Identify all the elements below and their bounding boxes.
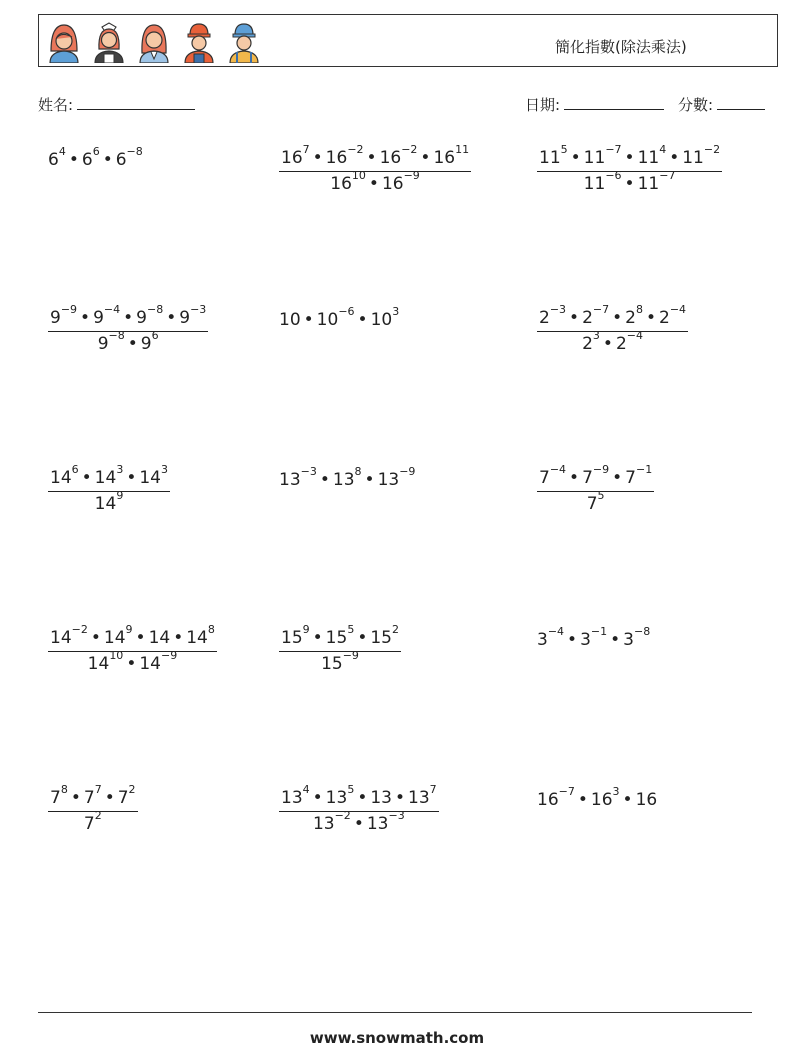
multiply-dot: • — [126, 654, 137, 674]
term-exponent: 5 — [347, 783, 355, 797]
term-base: 13 — [281, 788, 303, 808]
term-exponent: −9 — [342, 649, 359, 663]
term-exponent: −9 — [592, 463, 610, 477]
fraction — [279, 783, 439, 834]
term-exponent: −3 — [388, 809, 405, 823]
worksheet-title: 簡化指數(除法乘法) — [555, 38, 687, 56]
construction-worker-avatar-icon — [182, 21, 216, 63]
term-exponent: 9 — [125, 623, 133, 637]
fraction — [48, 623, 217, 674]
multiply-dot: • — [394, 788, 406, 808]
term-exponent: −2 — [71, 623, 88, 637]
denominator — [48, 491, 170, 513]
name-label: 姓名: — [38, 96, 74, 114]
date-blank[interactable] — [564, 95, 664, 110]
multiply-dot: • — [173, 628, 184, 648]
term-exponent: 6 — [151, 329, 159, 343]
term-base: 14 — [139, 468, 161, 488]
exponent-problem — [537, 785, 658, 810]
multiply-dot: • — [669, 148, 680, 168]
term-base: 2 — [615, 334, 627, 354]
term-exponent: −4 — [549, 463, 567, 477]
term-exponent: 7 — [302, 143, 310, 157]
name-field — [38, 94, 195, 115]
term-exponent: 9 — [302, 623, 310, 637]
term-exponent: −2 — [347, 143, 364, 157]
exponent-problem — [537, 625, 651, 650]
term-base: 16 — [281, 148, 303, 168]
term-exponent: −2 — [401, 143, 418, 157]
woman-avatar-icon — [47, 21, 81, 63]
fraction — [48, 303, 208, 354]
worksheet-header — [38, 14, 778, 67]
exponent-problem — [48, 463, 170, 514]
term-base: 16 — [590, 790, 613, 810]
term-exponent: −8 — [108, 329, 125, 343]
businesswoman-avatar-icon — [137, 21, 171, 63]
fraction — [48, 463, 170, 514]
term-exponent: 8 — [635, 303, 643, 317]
term-exponent: −4 — [103, 303, 121, 317]
term-exponent: 3 — [116, 463, 124, 477]
term-exponent: 5 — [347, 623, 355, 637]
term-exponent: −7 — [605, 143, 622, 157]
multiply-dot: • — [319, 470, 330, 490]
multiply-dot: • — [127, 334, 138, 354]
term-exponent: −9 — [160, 649, 178, 663]
multiply-dot: • — [312, 148, 323, 168]
term-exponent: 11 — [455, 143, 470, 157]
term-base: 9 — [179, 308, 191, 328]
term-exponent: 5 — [560, 143, 568, 157]
term-base: 14 — [50, 628, 72, 648]
fraction — [537, 463, 654, 514]
term-base: 13 — [377, 470, 400, 490]
term-exponent: −7 — [592, 303, 610, 317]
exponent-problem — [48, 145, 143, 170]
term-base: 7 — [50, 788, 61, 808]
exponent-problem — [48, 303, 208, 354]
term-exponent: −9 — [399, 465, 416, 479]
term-exponent: 4 — [58, 145, 66, 159]
term-exponent: −1 — [635, 463, 653, 477]
term-base: 14 — [87, 654, 110, 674]
multiply-dot: • — [353, 814, 364, 834]
term-base: 13 — [332, 470, 355, 490]
multiply-dot: • — [570, 148, 581, 168]
multiply-dot: • — [70, 788, 81, 808]
term-exponent: 2 — [94, 809, 102, 823]
term-base: 7 — [117, 788, 129, 808]
term-base: 13 — [366, 814, 389, 834]
term-exponent: −4 — [626, 329, 643, 343]
numerator — [48, 783, 138, 811]
term-exponent: −3 — [549, 303, 567, 317]
denominator — [279, 651, 401, 673]
fraction — [537, 303, 688, 354]
numerator — [279, 623, 401, 651]
term-exponent: −4 — [547, 625, 565, 639]
term-base: 15 — [325, 628, 348, 648]
exponent-problem — [279, 465, 416, 490]
term-base: 16 — [330, 174, 352, 194]
term-base: 11 — [637, 148, 660, 168]
multiply-dot: • — [420, 148, 431, 168]
exponent-problem — [279, 305, 400, 330]
multiply-dot: • — [312, 628, 323, 648]
term-exponent: 8 — [354, 465, 362, 479]
multiply-dot: • — [102, 150, 113, 170]
fraction — [279, 623, 401, 674]
term-base: 9 — [97, 334, 109, 354]
term-exponent: 2 — [391, 623, 399, 637]
multiply-dot: • — [166, 308, 177, 328]
term-base: 16 — [433, 148, 456, 168]
term-exponent: 2 — [128, 783, 136, 797]
fraction — [48, 783, 138, 834]
term-exponent: 9 — [116, 489, 124, 503]
term-exponent: −6 — [605, 169, 622, 183]
term-base: 7 — [586, 494, 598, 514]
term-base: 11 — [637, 174, 660, 194]
term-base: 13 — [408, 788, 430, 808]
multiply-dot: • — [123, 308, 134, 328]
term-exponent: −3 — [190, 303, 207, 317]
multiply-dot: • — [577, 790, 588, 810]
multiply-dot: • — [368, 174, 379, 194]
term-exponent: 4 — [302, 783, 310, 797]
term-exponent: −8 — [146, 303, 164, 317]
term-base: 13 — [279, 470, 301, 490]
term-exponent: 3 — [392, 305, 400, 319]
term-base: 14 — [139, 654, 161, 674]
multiply-dot: • — [357, 310, 368, 330]
term-base: 16 — [635, 790, 658, 810]
multiply-dot: • — [624, 148, 635, 168]
term-base: 2 — [582, 334, 593, 354]
multiply-dot: • — [90, 628, 101, 648]
term-exponent: 3 — [592, 329, 600, 343]
term-exponent: 3 — [612, 785, 620, 799]
multiply-dot: • — [624, 174, 635, 194]
date-label: 日期: — [525, 96, 561, 114]
term-exponent: 4 — [659, 143, 667, 157]
term-exponent: −2 — [334, 809, 351, 823]
term-exponent: −9 — [403, 169, 420, 183]
score-blank[interactable] — [717, 95, 765, 110]
footer-divider — [38, 1012, 752, 1013]
score-label: 分數: — [678, 96, 714, 114]
term-base: 16 — [537, 790, 559, 810]
date-field — [525, 94, 664, 115]
term-base: 9 — [50, 308, 61, 328]
denominator — [537, 331, 688, 353]
term-base: 11 — [583, 174, 606, 194]
term-base: 16 — [381, 174, 404, 194]
term-base: 15 — [370, 628, 392, 648]
term-base: 15 — [281, 628, 303, 648]
term-base: 6 — [48, 150, 59, 170]
term-base: 9 — [136, 308, 147, 328]
denominator — [537, 491, 654, 513]
multiply-dot: • — [612, 468, 623, 488]
term-base: 10 — [316, 310, 339, 330]
numerator — [537, 143, 722, 171]
multiply-dot: • — [357, 628, 368, 648]
denominator — [537, 171, 722, 193]
term-exponent: −9 — [60, 303, 78, 317]
term-base: 7 — [83, 788, 95, 808]
multiply-dot: • — [357, 788, 368, 808]
multiply-dot: • — [612, 308, 623, 328]
exponent-problem — [48, 783, 138, 834]
fraction — [537, 143, 722, 194]
multiply-dot: • — [569, 308, 580, 328]
exponent-problem — [279, 143, 471, 194]
term-base: 13 — [325, 788, 348, 808]
exponent-problem — [537, 463, 654, 514]
multiply-dot: • — [126, 468, 137, 488]
denominator — [279, 811, 439, 833]
term-exponent: 8 — [60, 783, 68, 797]
term-base: 14 — [50, 468, 72, 488]
term-base: 14 — [103, 628, 126, 648]
term-exponent: 7 — [94, 783, 102, 797]
term-exponent: −1 — [590, 625, 608, 639]
term-base: 14 — [94, 494, 117, 514]
multiply-dot: • — [135, 628, 146, 648]
term-exponent: −4 — [669, 303, 687, 317]
multiply-dot: • — [68, 150, 79, 170]
term-exponent: 8 — [207, 623, 215, 637]
numerator — [279, 143, 471, 171]
term-base: 10 — [370, 310, 393, 330]
term-exponent: −7 — [659, 169, 676, 183]
term-base: 7 — [582, 468, 593, 488]
multiply-dot: • — [610, 630, 621, 650]
term-base: 16 — [325, 148, 348, 168]
term-base: 3 — [623, 630, 634, 650]
term-base: 14 — [186, 628, 208, 648]
exponent-problem — [537, 303, 688, 354]
multiply-dot: • — [303, 310, 314, 330]
denominator — [48, 811, 138, 833]
term-exponent: −3 — [300, 465, 317, 479]
multiply-dot: • — [104, 788, 115, 808]
term-base: 14 — [94, 468, 117, 488]
term-exponent: 7 — [429, 783, 437, 797]
term-exponent: −8 — [633, 625, 651, 639]
multiply-dot: • — [567, 630, 578, 650]
term-base: 6 — [81, 150, 93, 170]
term-base: 2 — [582, 308, 593, 328]
numerator — [537, 303, 688, 331]
term-exponent: −7 — [558, 785, 575, 799]
term-base: 14 — [148, 628, 171, 648]
term-exponent: 6 — [92, 145, 100, 159]
term-base: 2 — [539, 308, 550, 328]
multiply-dot: • — [569, 468, 580, 488]
term-exponent: −8 — [126, 145, 143, 159]
term-base: 7 — [625, 468, 636, 488]
term-exponent: 10 — [109, 649, 124, 663]
term-base: 2 — [659, 308, 670, 328]
exponent-problem — [48, 623, 217, 674]
denominator — [48, 331, 208, 353]
term-base: 10 — [279, 310, 301, 330]
name-blank[interactable] — [77, 95, 195, 110]
term-base: 7 — [83, 814, 95, 834]
term-base: 11 — [682, 148, 704, 168]
term-base: 3 — [537, 630, 548, 650]
multiply-dot: • — [364, 470, 375, 490]
term-base: 11 — [539, 148, 561, 168]
footer-url: www.snowmath.com — [309, 1029, 485, 1047]
term-base: 13 — [370, 788, 392, 808]
numerator — [279, 783, 439, 811]
exponent-problem — [279, 783, 439, 834]
multiply-dot: • — [622, 790, 633, 810]
multiply-dot: • — [602, 334, 613, 354]
term-base: 9 — [140, 334, 152, 354]
term-exponent: −6 — [338, 305, 355, 319]
multiply-dot: • — [80, 308, 91, 328]
fraction — [279, 143, 471, 194]
waitress-avatar-icon — [92, 21, 126, 63]
exponent-problem — [279, 623, 401, 674]
term-base: 9 — [93, 308, 104, 328]
delivery-worker-avatar-icon — [227, 21, 261, 63]
exponent-problem — [537, 143, 722, 194]
term-base: 15 — [321, 654, 343, 674]
term-base: 7 — [539, 468, 550, 488]
score-field — [678, 94, 765, 115]
multiply-dot: • — [81, 468, 92, 488]
numerator — [48, 623, 217, 651]
term-base: 2 — [625, 308, 636, 328]
term-base: 6 — [115, 150, 127, 170]
term-base: 16 — [379, 148, 402, 168]
term-exponent: 5 — [597, 489, 605, 503]
term-base: 3 — [580, 630, 591, 650]
numerator — [48, 463, 170, 491]
denominator — [48, 651, 217, 673]
term-exponent: 10 — [351, 169, 366, 183]
denominator — [279, 171, 471, 193]
term-exponent: 3 — [160, 463, 168, 477]
term-exponent: 6 — [71, 463, 79, 477]
multiply-dot: • — [645, 308, 657, 328]
term-exponent: −2 — [703, 143, 721, 157]
numerator — [537, 463, 654, 491]
multiply-dot: • — [366, 148, 377, 168]
term-base: 13 — [312, 814, 335, 834]
term-base: 11 — [583, 148, 606, 168]
multiply-dot: • — [312, 788, 323, 808]
numerator — [48, 303, 208, 331]
